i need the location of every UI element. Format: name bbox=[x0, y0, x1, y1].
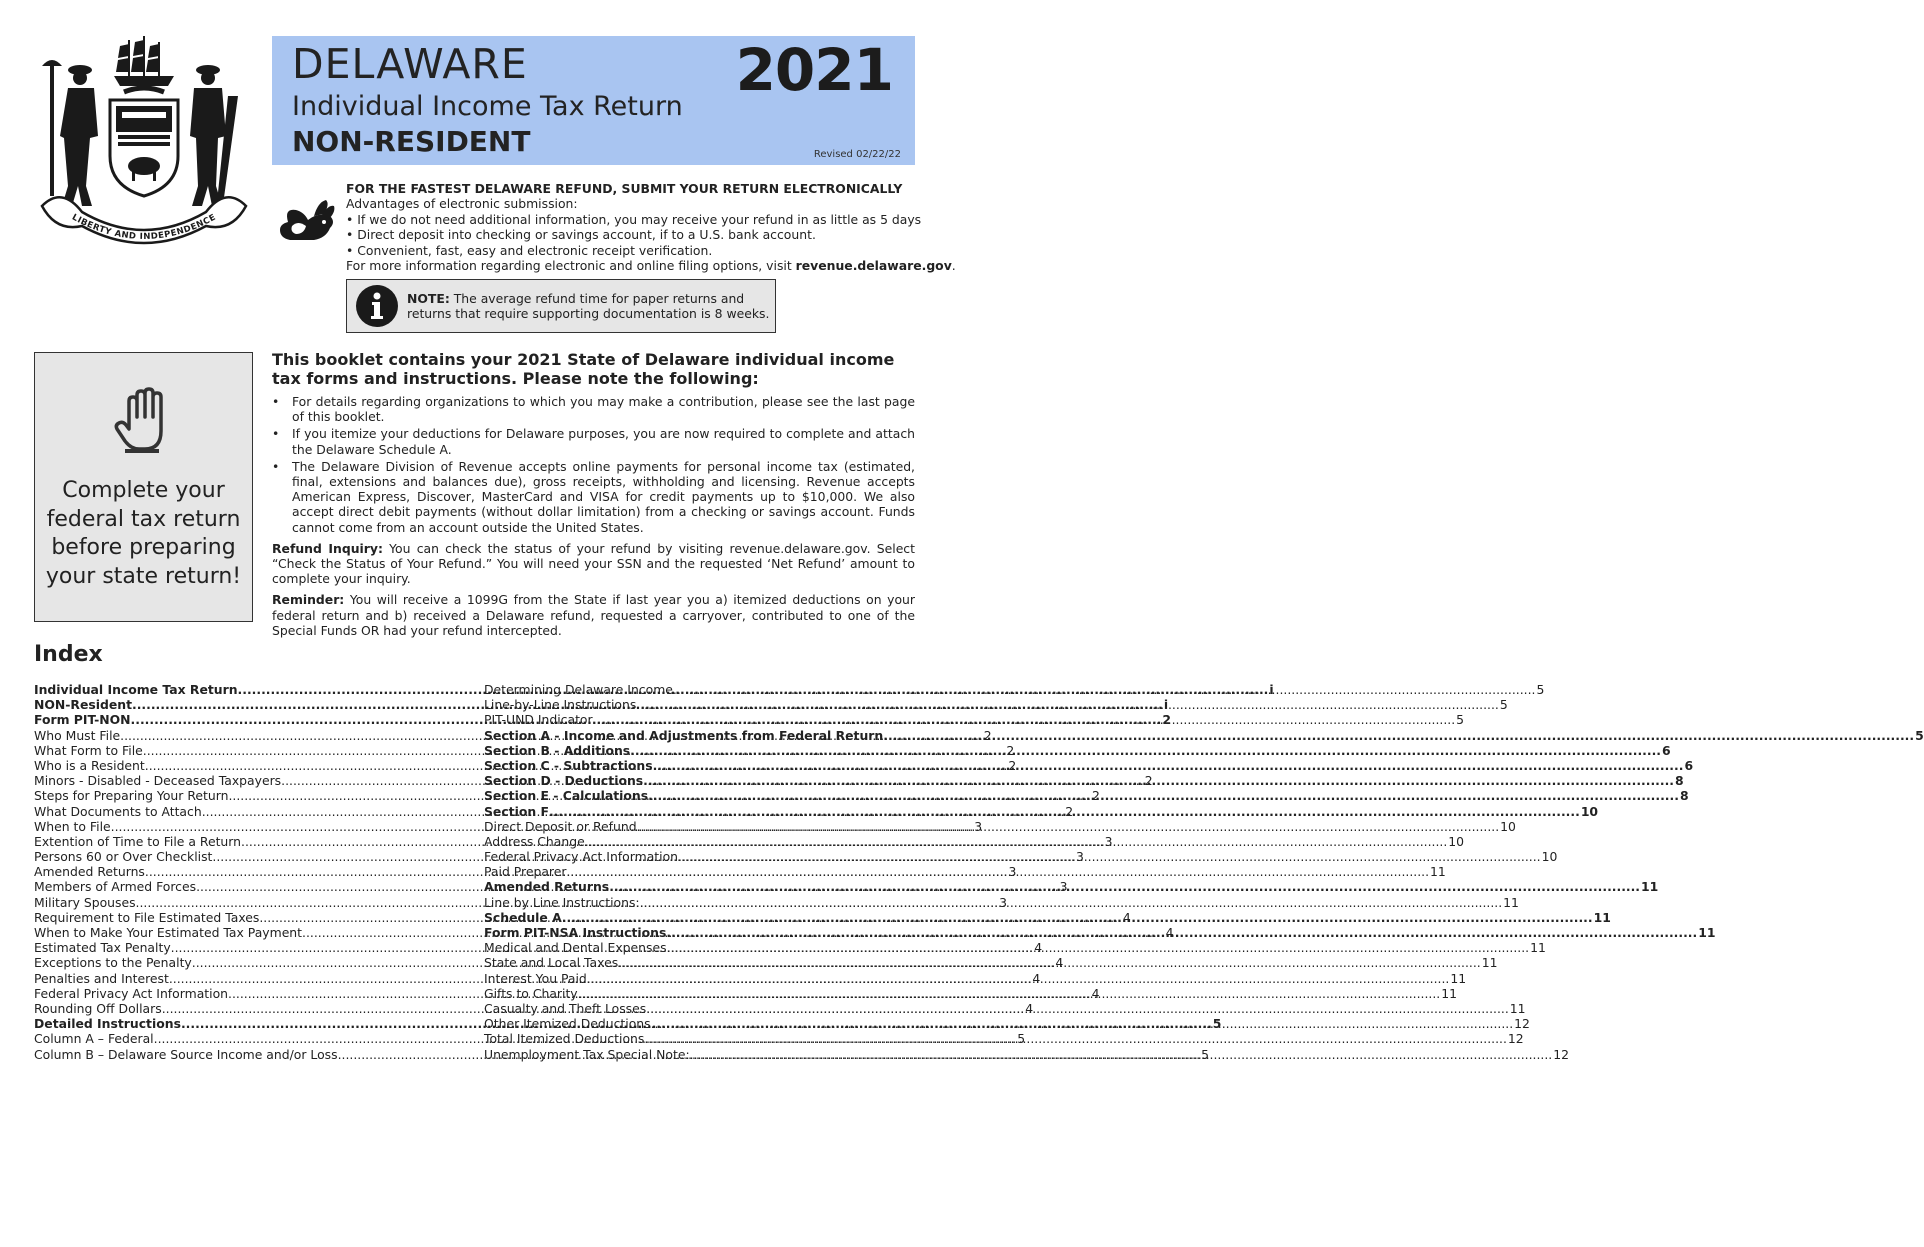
list-item bbox=[272, 394, 915, 424]
index-entry-page: 12 bbox=[1514, 1016, 1530, 1032]
index-entry-page: 3 bbox=[999, 894, 1007, 910]
index-entry-leader bbox=[653, 758, 1684, 773]
index-entry-label: Minors - Disabled - Deceased Taxpayers bbox=[34, 773, 282, 789]
index-entry-label: What Documents to Attach bbox=[34, 803, 202, 819]
index-entry[interactable] bbox=[484, 849, 1558, 865]
index-entry-page: 3 bbox=[974, 818, 983, 834]
index-entry-label: When to Make Your Estimated Tax Payment bbox=[34, 925, 303, 940]
index-entry-label: Section B - Additions bbox=[484, 742, 631, 758]
index-entry-page: 11 bbox=[1641, 879, 1659, 895]
index-entry-label: Form PIT-NON bbox=[34, 712, 131, 728]
index-entry-label: When to File bbox=[34, 818, 111, 834]
index-entry-page: 11 bbox=[1530, 940, 1546, 956]
index-entry-page: 8 bbox=[1679, 788, 1689, 804]
index-entry-label: Who Must File bbox=[34, 727, 121, 743]
index-entry-page: 5 bbox=[1536, 682, 1545, 697]
note-text bbox=[407, 291, 772, 322]
index-entry[interactable] bbox=[484, 788, 1689, 804]
index-entry-page: 10 bbox=[1448, 833, 1465, 849]
index-entry[interactable] bbox=[484, 955, 1498, 971]
revenue-link[interactable]: revenue.delaware.gov bbox=[795, 258, 952, 274]
index-entry-label: Amended Returns bbox=[34, 864, 145, 880]
index-entry-label: Members of Armed Forces bbox=[34, 879, 197, 895]
delaware-state-seal-icon bbox=[32, 36, 256, 248]
index-entry-leader bbox=[637, 819, 1500, 834]
index-entry[interactable] bbox=[484, 1046, 1569, 1062]
index-entry-label: What Form to File bbox=[34, 742, 143, 758]
index-entry-page: i bbox=[1269, 682, 1274, 697]
index-entry-page: 6 bbox=[1662, 742, 1671, 758]
index-entry-label: Penalties and Interest bbox=[34, 970, 169, 986]
index-entry-page: 11 bbox=[1441, 985, 1457, 1001]
index-entry-leader bbox=[673, 682, 1536, 697]
revised-date: Revised 02/22/22 bbox=[813, 149, 901, 160]
tax-year: 2021 bbox=[735, 36, 893, 104]
index-entry[interactable] bbox=[484, 1031, 1524, 1047]
index-entry-label: Amended Returns bbox=[484, 879, 610, 895]
index-entry-leader bbox=[646, 1001, 1509, 1016]
index-entry-label: NON-Resident bbox=[34, 697, 132, 713]
index-entry-label: Exceptions to the Penalty bbox=[34, 955, 192, 971]
index-entry[interactable] bbox=[484, 818, 1516, 834]
index-entry-page: 3 bbox=[1008, 864, 1017, 880]
index-entry-label: Military Spouses bbox=[34, 894, 136, 910]
bullet-mark: • bbox=[272, 458, 280, 474]
reminder-label: Reminder: bbox=[272, 592, 345, 608]
booklet-info bbox=[272, 350, 915, 638]
index-entry-page: 4 bbox=[1165, 925, 1174, 940]
list-item-text: For details regarding organizations to which you may make a contribution, please see the last page of this booklet. bbox=[292, 394, 915, 425]
index-entry-leader bbox=[636, 697, 1499, 712]
index-entry-label: Who is a Resident bbox=[34, 757, 145, 773]
efile-bullet: • Direct deposit into checking or savings account, if to a U.S. bank account. bbox=[346, 227, 816, 243]
index-entry-page: 11 bbox=[1509, 1000, 1526, 1016]
index-entry-leader bbox=[643, 773, 1674, 788]
header-banner bbox=[272, 36, 915, 165]
federal-reminder-box bbox=[34, 352, 253, 622]
index-entry-page: 11 bbox=[1593, 909, 1611, 925]
index-entry-label: Casualty and Theft Losses bbox=[484, 1000, 647, 1016]
index-entry-label: Column B – Delaware Source Income and/or Loss bbox=[34, 1046, 338, 1062]
index-entry-label: Extention of Time to File a Return bbox=[34, 833, 242, 849]
index-entry[interactable] bbox=[484, 879, 1659, 895]
index-entry-page: 5 bbox=[1499, 697, 1508, 713]
index-entry-page: 2 bbox=[1065, 803, 1074, 819]
index-entry-label: Estimated Tax Penalty bbox=[34, 940, 171, 956]
index-entry-label: Schedule A bbox=[484, 909, 562, 925]
index-entry-page: 8 bbox=[1675, 773, 1684, 789]
index-entry-label: Unemployment Tax Special Note: bbox=[484, 1046, 690, 1062]
bullet-mark: • bbox=[272, 426, 280, 442]
efile-more-info-text: For more information regarding electronic and online filing options, visit bbox=[346, 258, 796, 274]
index-entry[interactable] bbox=[484, 773, 1684, 789]
booklet-bullet-list bbox=[272, 394, 915, 535]
refund-inquiry-text: You can check the status of your refund by visiting revenue.delaware.gov. Select “Check the Status of Your Refund.” You will need your SSN and the requested ‘Net Refund’ amount to complete your inquiry. bbox=[272, 540, 915, 587]
index-entry-leader bbox=[562, 910, 1593, 925]
index-entry-page: 11 bbox=[1430, 864, 1446, 880]
index-entry[interactable] bbox=[484, 833, 1465, 849]
reminder-paragraph bbox=[272, 592, 915, 638]
index-entry[interactable] bbox=[484, 727, 1924, 743]
index-entry-page: 12 bbox=[1507, 1031, 1524, 1047]
index-entry-leader bbox=[549, 804, 1580, 819]
index-entry-page: 5 bbox=[1456, 712, 1465, 728]
index-entry-page: 4 bbox=[1055, 955, 1064, 971]
efile-bullet: • If we do not need additional information, you may receive your refund in as little as 5 days bbox=[346, 211, 922, 227]
index-entry-page: 4 bbox=[1122, 909, 1131, 925]
state-name: DELAWARE bbox=[292, 40, 528, 88]
index-entry-label: Address Change bbox=[484, 833, 585, 849]
index-entry-page: 10 bbox=[1580, 803, 1599, 819]
index-entry-label: Federal Privacy Act Information bbox=[34, 985, 229, 1001]
index-entry[interactable] bbox=[484, 803, 1599, 819]
index-entry-page: 3 bbox=[1075, 849, 1084, 865]
index-entry-label: Persons 60 or Over Checklist bbox=[34, 849, 213, 865]
index-entry[interactable] bbox=[484, 712, 1465, 728]
note-label: NOTE: bbox=[407, 291, 450, 306]
index-entry-leader bbox=[678, 849, 1541, 864]
index-entry-page: 5 bbox=[1212, 1016, 1222, 1032]
index-entry-page: 4 bbox=[1025, 1000, 1034, 1016]
index-entry-leader bbox=[618, 955, 1481, 970]
index-entry-leader bbox=[883, 728, 1914, 743]
index-entry-label: Column A – Federal bbox=[34, 1031, 154, 1047]
index-entry-leader bbox=[593, 712, 1456, 727]
index-entry-page: 11 bbox=[1503, 894, 1519, 910]
index-entry-label: Determining Delaware Income bbox=[484, 682, 673, 697]
index-entry[interactable] bbox=[484, 894, 1519, 910]
reminder-text: You will receive a 1099G from the State if last year you a) itemized deductions on your federal return and b) received a Delaware refund, requested a carryover, contributed to one of the Special Funds OR had your refund intercepted. bbox=[272, 592, 915, 638]
index-entry-label: Section A - Income and Adjustments from Federal Return bbox=[484, 727, 884, 743]
efile-bullet: • Convenient, fast, easy and electronic receipt verification. bbox=[346, 242, 713, 258]
index-entry-page: 4 bbox=[1032, 970, 1041, 986]
index-entry-label: Total Itemized Deductions bbox=[484, 1031, 645, 1047]
index-column-right bbox=[484, 682, 1924, 1062]
index-entry-leader bbox=[644, 1031, 1507, 1046]
index-entry[interactable] bbox=[484, 1016, 1530, 1032]
index-entry-label: Steps for Preparing Your Return bbox=[34, 788, 229, 804]
index-entry-page: 5 bbox=[1201, 1046, 1210, 1062]
index-entry-page: 4 bbox=[1034, 940, 1043, 956]
index-entry-page: 3 bbox=[1104, 833, 1113, 849]
index-entry-page: 10 bbox=[1500, 818, 1516, 834]
form-subtitle: NON-RESIDENT bbox=[292, 125, 531, 158]
index-entry-label: Line by Line Instructions: bbox=[484, 894, 640, 910]
list-item-text: If you itemize your deductions for Delaware purposes, you are now required to complete and attach the Delaware Schedule A. bbox=[292, 426, 915, 457]
index-entry[interactable] bbox=[484, 940, 1546, 956]
index-entry-page: 3 bbox=[1059, 879, 1068, 895]
index-entry-page: 2 bbox=[1144, 773, 1153, 789]
index-entry-label: Requirement to File Estimated Taxes bbox=[34, 909, 260, 925]
index-entry-page: 11 bbox=[1450, 970, 1467, 986]
index-entry-page: 11 bbox=[1698, 925, 1716, 940]
index-entry-page: 12 bbox=[1553, 1046, 1569, 1062]
index-entry-leader bbox=[667, 940, 1530, 955]
hand-icon bbox=[113, 387, 175, 455]
index-entry-page: 2 bbox=[1008, 757, 1017, 773]
index-entry[interactable] bbox=[484, 925, 1716, 940]
efile-more-info bbox=[346, 258, 956, 274]
index-entry-leader bbox=[640, 895, 1503, 910]
index-entry-page: 6 bbox=[1684, 757, 1694, 773]
index-entry-page: 4 bbox=[1091, 985, 1100, 1001]
index-entry-leader bbox=[609, 879, 1640, 894]
index-entry[interactable] bbox=[484, 970, 1467, 986]
efile-intro: Advantages of electronic submission: bbox=[346, 196, 578, 212]
seal-motto: LIBERTY AND INDEPENDENCE bbox=[70, 212, 218, 243]
index-entry-label: Medical and Dental Expenses bbox=[484, 940, 667, 956]
index-entry-leader bbox=[648, 788, 1679, 803]
index-entry[interactable] bbox=[484, 985, 1457, 1001]
efile-heading: FOR THE FASTEST DELAWARE REFUND, SUBMIT YOUR RETURN ELECTRONICALLY bbox=[346, 181, 903, 196]
index-entry-label: Section E - Calculations bbox=[484, 788, 649, 804]
index-entry-label: Interest You Paid bbox=[484, 970, 587, 986]
index-entry-label: Direct Deposit or Refund bbox=[484, 818, 637, 834]
index-entry[interactable] bbox=[484, 757, 1694, 773]
index-entry-leader bbox=[630, 743, 1661, 758]
note-body: The average refund time for paper returns and returns that require supporting documentation is 8 weeks. bbox=[407, 291, 770, 322]
index-entry[interactable] bbox=[484, 1000, 1526, 1016]
index-entry-leader bbox=[578, 986, 1441, 1001]
index-entry-label: Other Itemized Deductions bbox=[484, 1016, 651, 1032]
index-entry-label: Line-by-Line Instructions bbox=[484, 697, 637, 713]
index-entry-leader bbox=[690, 1047, 1553, 1062]
index-entry-page: 5 bbox=[1915, 727, 1924, 743]
info-icon bbox=[355, 284, 399, 328]
index-entry[interactable] bbox=[484, 909, 1611, 925]
index-entry-page: 2 bbox=[1162, 712, 1172, 728]
note-box bbox=[346, 279, 776, 333]
index-entry-label: Section C - Subtractions bbox=[484, 757, 653, 773]
index-entry-leader bbox=[587, 971, 1450, 986]
index-entry-label: State and Local Taxes bbox=[484, 955, 619, 971]
index-entry-label: Paid Preparer bbox=[484, 864, 567, 880]
list-item bbox=[272, 459, 915, 535]
index-entry-page: 5 bbox=[1017, 1031, 1026, 1047]
index-entry-label: Individual Income Tax Return bbox=[34, 682, 238, 697]
bullet-mark: • bbox=[272, 394, 280, 409]
index-entry-label: Form PIT-NSA Instructions bbox=[484, 925, 667, 940]
index-entry[interactable] bbox=[484, 697, 1508, 713]
list-item bbox=[272, 426, 915, 456]
index-entry-page: 2 bbox=[1092, 788, 1100, 804]
index-entry-label: Detailed Instructions bbox=[34, 1016, 181, 1032]
index-entry-leader bbox=[666, 925, 1697, 940]
index-entry-label: Section D - Deductions bbox=[484, 773, 644, 789]
index-entry-page: 10 bbox=[1541, 849, 1558, 865]
efile-more-info-suffix: . bbox=[951, 258, 956, 274]
index-entry-label: Rounding Off Dollars bbox=[34, 1000, 162, 1016]
efile-section bbox=[346, 181, 956, 274]
list-item-text: The Delaware Division of Revenue accepts online payments for personal income tax (estimated, final, extensions and balances due), gross receipts, withholding and licensing. Revenue accepts American Express, Discover, MasterCard and VISA for credit payments up to $10,000. We also accept direct debit payments (without dollar limitation) from a checking or savings account. Funds cannot come from an account outside the United States. bbox=[292, 458, 915, 535]
index-title: Index bbox=[34, 642, 103, 667]
index-entry-label: Gifts to Charity bbox=[484, 985, 578, 1001]
index-entry-leader bbox=[566, 864, 1429, 879]
booklet-heading: This booklet contains your 2021 State of Delaware individual income tax forms and instructions. Please note the following: bbox=[272, 350, 895, 388]
index-entry[interactable] bbox=[484, 864, 1446, 880]
index-entry-page: 11 bbox=[1481, 955, 1498, 971]
index-entry-leader bbox=[651, 1016, 1514, 1031]
federal-reminder-text: Complete your federal tax return before preparing your state return! bbox=[45, 478, 242, 589]
index-entry-label: Federal Privacy Act Information bbox=[484, 849, 679, 865]
refund-inquiry bbox=[272, 541, 915, 587]
index-entry[interactable] bbox=[484, 742, 1671, 758]
index-entry-page: 2 bbox=[1006, 742, 1015, 758]
index-entry-page: i bbox=[1163, 697, 1169, 713]
index-entry[interactable] bbox=[484, 682, 1545, 697]
index-entry-label: Section F bbox=[484, 803, 549, 819]
index-entry-page: 2 bbox=[983, 727, 992, 743]
index-entry-leader bbox=[585, 834, 1448, 849]
refund-inquiry-label: Refund Inquiry: bbox=[272, 540, 383, 556]
rabbit-icon bbox=[274, 198, 336, 244]
index-entry-label: PIT-UND Indicator bbox=[484, 712, 593, 728]
form-title: Individual Income Tax Return bbox=[292, 91, 683, 122]
